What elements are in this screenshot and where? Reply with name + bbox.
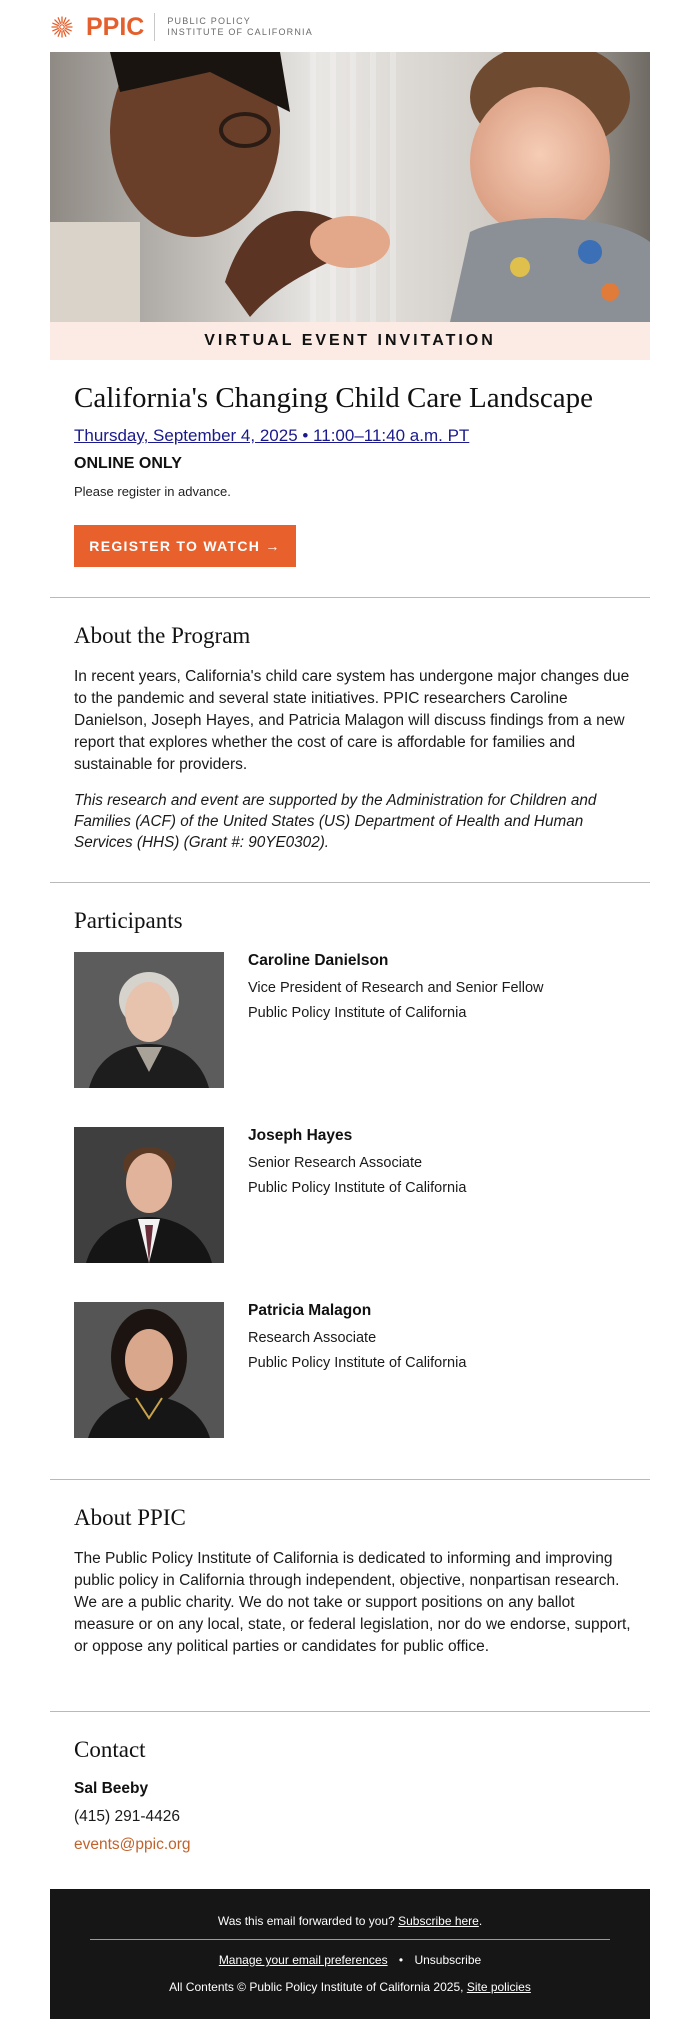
register-to-watch-button[interactable]: REGISTER TO WATCH → bbox=[74, 525, 296, 567]
participants-heading: Participants bbox=[74, 908, 183, 933]
participant-org: Public Policy Institute of California bbox=[248, 1005, 467, 1021]
footer-forwarded-line bbox=[50, 1914, 650, 1928]
logo-subtitle bbox=[167, 16, 313, 38]
participant-card bbox=[74, 1127, 634, 1263]
section-divider bbox=[50, 882, 650, 883]
site-policies-link[interactable]: Site policies bbox=[466, 1980, 531, 1994]
register-note: Please register in advance. bbox=[74, 484, 231, 499]
footer-preferences-line bbox=[50, 1953, 650, 1967]
program-body: In recent years, California's child care system has undergone major changes due to the pandemic and several state initiatives. PPIC researchers Caroline Danielson, Joseph Hayes, and Patricia Malagon will discuss findings from a new report that explores whether the cost of care is affordable for families and sustainable for providers. bbox=[74, 668, 630, 773]
ppic-sunburst-logo-icon bbox=[50, 15, 74, 39]
hero-photo-illustration bbox=[50, 52, 650, 322]
footer-period: . bbox=[478, 1914, 483, 1928]
logo-wordmark[interactable]: PPIC bbox=[86, 13, 145, 41]
header bbox=[50, 12, 650, 42]
invite-band bbox=[50, 322, 650, 360]
footer-copyright-line bbox=[50, 1980, 650, 1994]
participant-name: Caroline Danielson bbox=[248, 952, 389, 969]
event-format: ONLINE ONLY bbox=[74, 455, 182, 472]
contact-name: Sal Beeby bbox=[74, 1780, 149, 1797]
participant-org: Public Policy Institute of California bbox=[248, 1355, 467, 1371]
participant-photo bbox=[74, 1302, 224, 1438]
section-divider bbox=[50, 1479, 650, 1480]
contact-email-link[interactable]: events@ppic.org bbox=[74, 1836, 191, 1853]
participant-name: Joseph Hayes bbox=[248, 1127, 353, 1144]
participant-role: Senior Research Associate bbox=[248, 1155, 423, 1171]
manage-preferences-link[interactable]: Manage your email preferences bbox=[218, 1953, 388, 1967]
logo-sub-line1: PUBLIC POLICY bbox=[167, 16, 251, 26]
program-heading: About the Program bbox=[74, 623, 251, 648]
unsubscribe-link[interactable]: Unsubscribe bbox=[414, 1953, 482, 1967]
participant-photo bbox=[74, 1127, 224, 1263]
contact-phone: (415) 291-4426 bbox=[74, 1808, 180, 1825]
footer-divider bbox=[90, 1939, 610, 1940]
logo-divider bbox=[154, 13, 155, 41]
contact-heading: Contact bbox=[74, 1737, 146, 1762]
participant-role: Vice President of Research and Senior Fellow bbox=[248, 980, 544, 996]
participant-role: Research Associate bbox=[248, 1330, 377, 1346]
participant-org: Public Policy Institute of California bbox=[248, 1180, 467, 1196]
about-body: The Public Policy Institute of California is dedicated to informing and improving public policy in California through independent, objective, nonpartisan research. We are a public charity. We do not take or support positions on any ballot measure or on any local, state, or federal legislation, nor do we endorse, support, or oppose any political parties or candidates for public office. bbox=[74, 1550, 631, 1655]
section-divider bbox=[50, 597, 650, 598]
footer-copyright: All Contents © Public Policy Institute of California 2025, bbox=[169, 1980, 464, 1994]
logo-sub-line2: INSTITUTE OF CALIFORNIA bbox=[167, 27, 313, 37]
participant-photo bbox=[74, 952, 224, 1088]
section-divider bbox=[50, 1711, 650, 1712]
program-support-note: This research and event are supported by the Administration for Children and Families (ACF) of the United States (US) Department of Health and Human Services (HHS) (Grant #: 90YE0302). bbox=[74, 792, 597, 851]
participant-card bbox=[74, 952, 634, 1088]
event-datetime-link[interactable]: Thursday, September 4, 2025 • 11:00–11:40 a.m. PT bbox=[74, 426, 470, 445]
about-heading: About PPIC bbox=[74, 1505, 186, 1530]
subscribe-link[interactable]: Subscribe here bbox=[398, 1914, 479, 1928]
participant-card bbox=[74, 1302, 634, 1438]
event-title: California's Changing Child Care Landscape bbox=[74, 382, 594, 414]
hero-image bbox=[50, 52, 650, 322]
participant-name: Patricia Malagon bbox=[248, 1302, 372, 1319]
footer-separator: • bbox=[398, 1953, 404, 1967]
footer-forwarded-text: Was this email forwarded to you? bbox=[217, 1914, 395, 1928]
footer bbox=[50, 1889, 650, 2019]
invite-band-label: VIRTUAL EVENT INVITATION bbox=[204, 332, 496, 349]
